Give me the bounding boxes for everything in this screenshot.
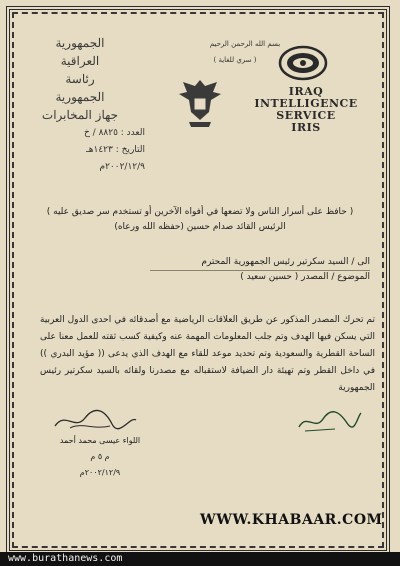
signatory-title: اللواء [122,436,141,445]
agency-logo-icon [278,44,328,82]
motto-quote: ( حافظ على أسرار الناس ولا تضعها في أفواه الآخرين أو تستخدم سر صديق عليه ) [46,207,354,217]
subject-line: الموضوع / المصدر ( حسين سعيد ) [240,272,370,282]
reference-date-label: التاريخ [121,145,145,155]
agency-title: INTELLIGENCE SERVICE [254,97,358,122]
authority-line-1: الجمهورية العراقية [55,36,105,68]
issuing-authority-header [40,34,120,124]
signatory-rank: م ٥ م [90,452,110,461]
authority-line-2: رئاسة الجمهورية [55,72,105,104]
agency-name [232,86,380,134]
classification-label: ( سري للغاية ) [213,56,257,64]
authority-line-3: جهاز المخابرات [41,108,119,122]
letter-body: تم تحرك المصدر المذكور عن طريق العلاقات الرياضية مع أصدقائه في احدى الدول العربية التي يسكن فيها الهدف وتم جلب المعلومات المهمة عنه وكيفية كسب ثقته للعمل معنا على الساحة القطرية والسعودية وتم تحديد موعد للقاء مع الهدف الذي يدعى (( مؤيد البدري )) في داخل القطر وتم تهيئة دار الضيافة لاستقباله مع مصدرنا ولقائه بالسيد سكرتير رئيس الجمهورية [40,315,375,393]
motto-attribution: الرئيس القائد صدام حسين (حفظه الله ورعاه) [114,222,286,232]
reference-number-value: ٨٨٢٥ / خ [83,128,118,138]
reference-date-hijri: التاريخ : ١٤٢٣هـ [86,145,145,155]
eagle-emblem-icon [175,72,225,132]
signatory-title-name [50,436,150,445]
signature-date: ٢٠٠٢/١٢/٩م [79,468,121,477]
footer-url: www.burathanews.com [8,553,123,564]
handwritten-signature-left [50,406,140,434]
reference-number-label: العدد [126,128,145,138]
addressee-underline [150,270,370,271]
reference-date-gregorian: ٢٠٠٢/١٢/٩م [99,162,145,172]
handwritten-signature-right [295,405,365,435]
reference-number: العدد : ٨٨٢٥ / خ [83,128,145,138]
agency-acronym: IRIS [291,121,321,134]
addressee: الى / السيد سكرتير رئيس الجمهورية المحترم [201,257,370,267]
agency-country: IRAQ [288,85,324,98]
basmala: بسم الله الرحمن الرحيم [209,40,281,48]
signatory-name: عيسى محمد أحمد [59,436,121,445]
site-watermark: WWW.KHABAAR.COM [200,512,383,528]
reference-date-hijri-value: ١٤٢٣هـ [86,145,113,155]
